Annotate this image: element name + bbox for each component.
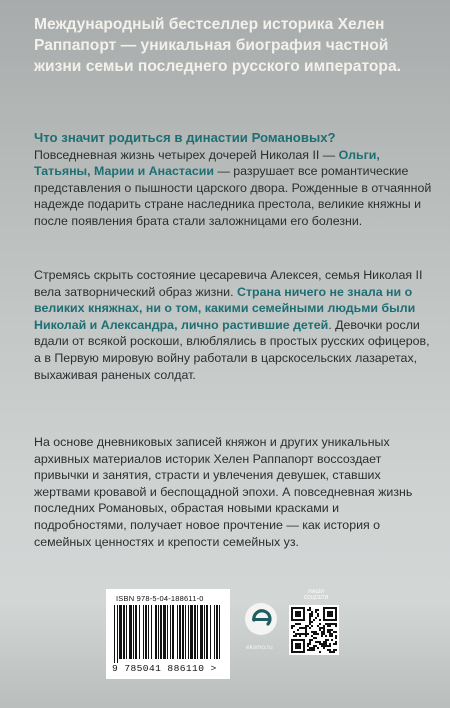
eksmo-logo-icon bbox=[243, 601, 279, 637]
block2-text-1: Стремясь скрыть состояние цесаревича Алексея, семья Николая II вела затворнический образ жизни. bbox=[34, 268, 423, 299]
headline-question: Что значит родиться в династии Романовых? bbox=[34, 130, 336, 145]
isbn-barcode bbox=[106, 589, 230, 679]
qr-code-icon bbox=[289, 605, 339, 655]
description-block-3: На основе дневниковых записей княжон и других уникальных архивных материалов историк Хелен Раппапорт воссоздает привычки и занятия, страсти и увлечения девушек, ставших жертвами кровавой и беспощадной эпохи. А повседневная жизнь последних Романовых, обрастая новыми красками и подробностями, получает новое прочтение — как история о семейных ценностях и крепости семейных уз. bbox=[34, 435, 413, 549]
block1-text-1: Повседневная жизнь четырех дочерей Николая II — bbox=[34, 147, 339, 162]
barcode-bars bbox=[112, 605, 224, 663]
description-block-2 bbox=[34, 267, 432, 383]
social-title: НАШИ СОЦСЕТИ bbox=[303, 589, 329, 601]
daughters-names: Ольги, Татьяны, Марии и Анастасии bbox=[34, 147, 380, 179]
block2-highlight: Страна ничего не знала ни о великих княжнах, ни о том, какими семейными людьми были Николай и Александра, лично растившие детей bbox=[34, 284, 416, 332]
block1-text-2: — разрушает все романтические представления о пышности царского двора. Рожденные в отчаянной надежде подарить стране наследника престола, великие княжны и после появления брата стали заложницами его болезни. bbox=[34, 164, 432, 228]
isbn-number: ISBN 978-5-04-188611-0 bbox=[116, 594, 204, 603]
publisher-website: eksmo.ru bbox=[246, 644, 273, 651]
block2-text-2: . Девочки росли вдали от всякой роскоши, влюблялись в простых русских офицеров, а в Первую мировую войну работали в царскосельских лазаретах, выхаживая раненых солдат. bbox=[34, 317, 430, 382]
cover-tagline: Международный бестселлер историка Хелен Раппапорт — уникальная биография частной жизни семьи последнего русского императора. bbox=[34, 16, 401, 75]
barcode-digits: 9 785041 886110 > bbox=[112, 663, 217, 674]
description-block-1 bbox=[34, 130, 432, 230]
